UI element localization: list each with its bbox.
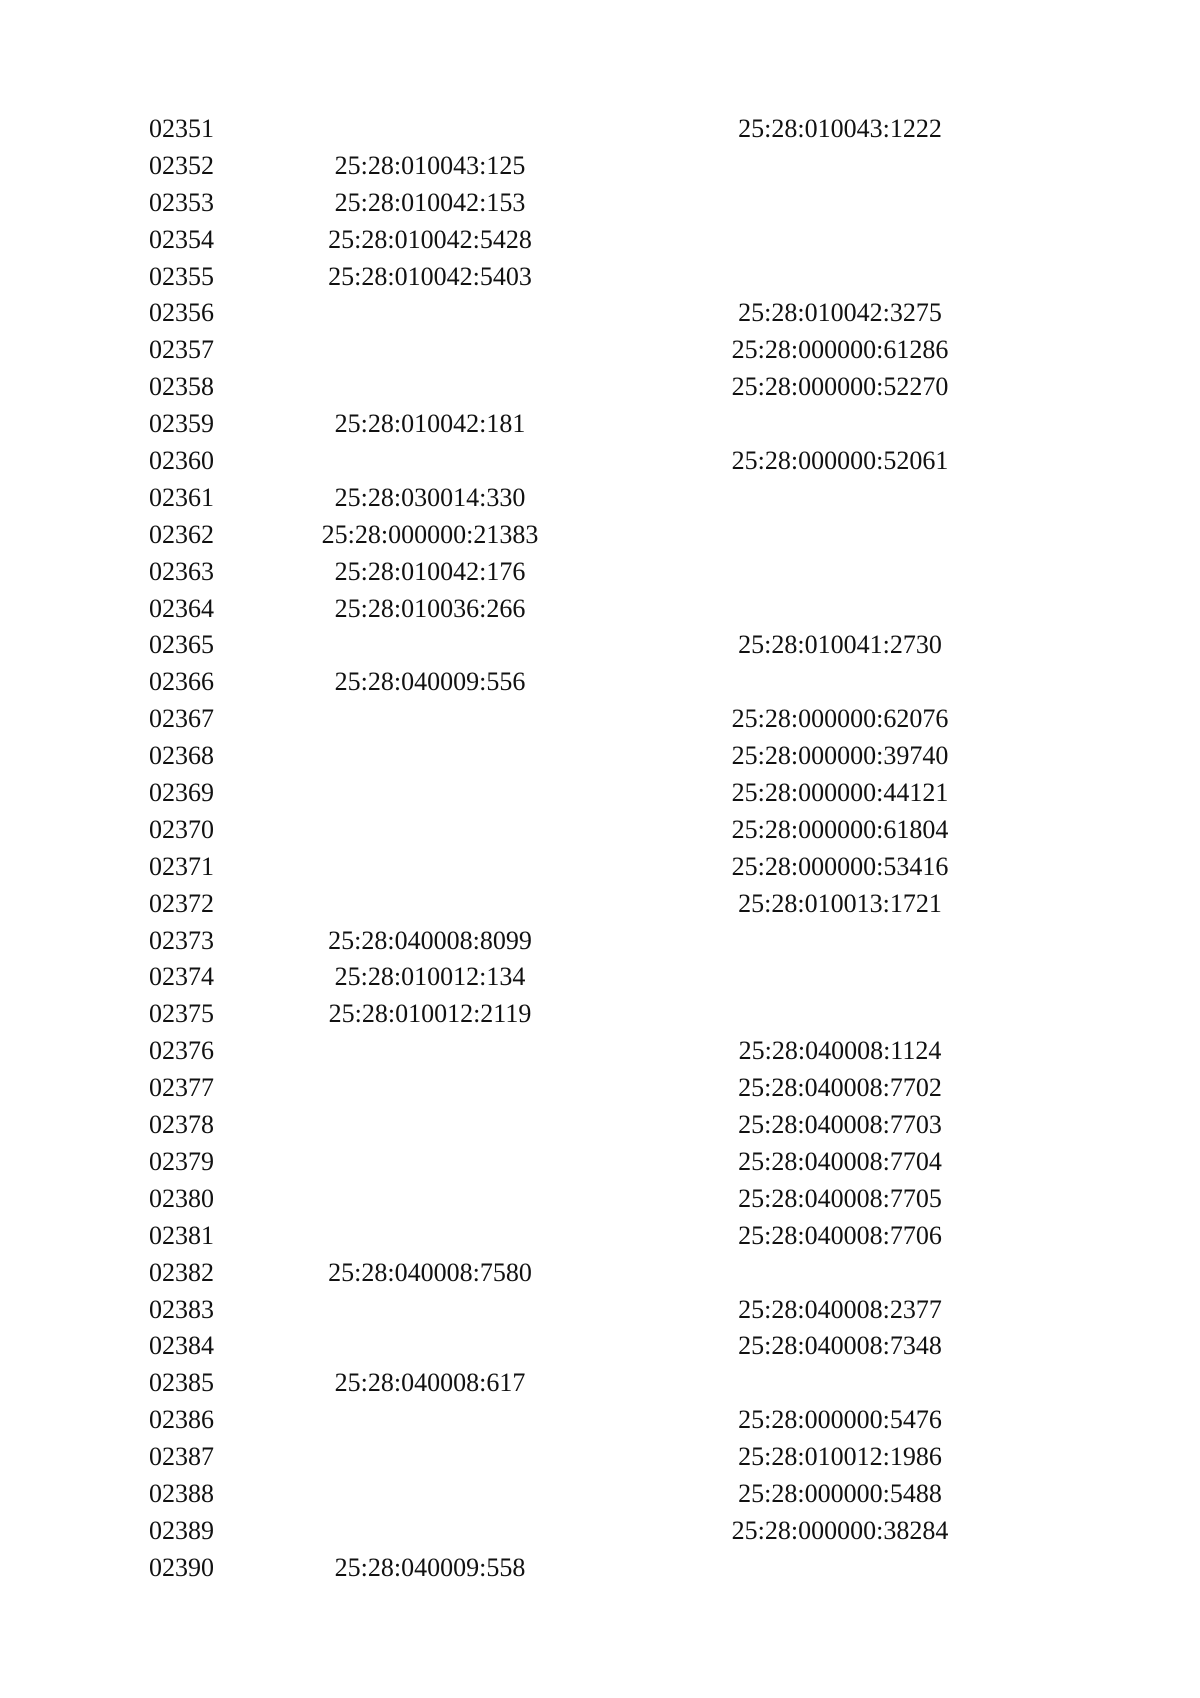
row-number: 02387 bbox=[149, 1442, 214, 1472]
cadastral-number-col1: 25:28:010042:181 bbox=[334, 409, 526, 439]
cadastral-number-col2: 25:28:000000:61804 bbox=[731, 814, 949, 844]
row-number: 02358 bbox=[149, 372, 214, 402]
row-number: 02359 bbox=[149, 409, 214, 439]
row-number: 02371 bbox=[149, 851, 214, 881]
cadastral-number-col1: 25:28:040009:558 bbox=[334, 1552, 526, 1582]
cadastral-number-col1: 25:28:010042:5403 bbox=[328, 261, 532, 291]
cadastral-number-col1: 25:28:010036:266 bbox=[334, 593, 526, 623]
cadastral-number-col2: 25:28:000000:5488 bbox=[738, 1478, 942, 1508]
table-row bbox=[0, 517, 1200, 554]
row-number: 02365 bbox=[149, 630, 214, 660]
cadastral-number-col2: 25:28:040008:7348 bbox=[738, 1331, 942, 1361]
cadastral-number-col2: 25:28:010012:1986 bbox=[738, 1442, 942, 1472]
table-row bbox=[0, 849, 1200, 886]
row-number: 02363 bbox=[149, 556, 214, 586]
row-number: 02366 bbox=[149, 667, 214, 697]
row-number: 02364 bbox=[149, 593, 214, 623]
cadastral-number-col1: 25:28:010012:134 bbox=[334, 962, 526, 992]
table-row bbox=[0, 1070, 1200, 1107]
cadastral-number-col1: 25:28:040008:617 bbox=[334, 1368, 526, 1398]
row-number: 02383 bbox=[149, 1294, 214, 1324]
row-number: 02388 bbox=[149, 1478, 214, 1508]
cadastral-number-col1: 25:28:010042:153 bbox=[334, 187, 526, 217]
row-number: 02385 bbox=[149, 1368, 214, 1398]
cadastral-number-col2: 25:28:040008:7703 bbox=[738, 1110, 942, 1140]
table-row bbox=[0, 959, 1200, 996]
cadastral-number-col2: 25:28:000000:61286 bbox=[731, 335, 949, 365]
cadastral-number-col2: 25:28:010041:2730 bbox=[738, 630, 942, 660]
row-number: 02351 bbox=[149, 114, 214, 143]
cadastral-number-col2: 25:28:000000:52061 bbox=[731, 446, 949, 476]
table-row bbox=[0, 812, 1200, 849]
cadastral-number-col2: 25:28:040008:7705 bbox=[738, 1183, 942, 1213]
table-row bbox=[0, 480, 1200, 517]
cadastral-number-col1: 25:28:010043:125 bbox=[334, 150, 526, 180]
row-number: 02370 bbox=[149, 814, 214, 844]
row-number: 02390 bbox=[149, 1552, 214, 1582]
cadastral-number-col1: 25:28:010012:2119 bbox=[328, 999, 532, 1029]
table-row bbox=[0, 148, 1200, 185]
table-row bbox=[0, 1550, 1200, 1587]
row-number: 02357 bbox=[149, 335, 214, 365]
cadastral-number-col2: 25:28:040008:2377 bbox=[738, 1294, 942, 1324]
table-row bbox=[0, 1402, 1200, 1439]
table-row bbox=[0, 664, 1200, 701]
table-row bbox=[0, 923, 1200, 960]
table-row bbox=[0, 1439, 1200, 1476]
cadastral-number-col2: 25:28:000000:62076 bbox=[731, 704, 949, 734]
cadastral-number-col2: 25:28:010013:1721 bbox=[738, 888, 942, 918]
cadastral-number-col2: 25:28:040008:1124 bbox=[738, 1036, 942, 1066]
row-number: 02367 bbox=[149, 704, 214, 734]
row-number: 02354 bbox=[149, 224, 214, 254]
row-number: 02355 bbox=[149, 261, 214, 291]
table-row bbox=[0, 1476, 1200, 1513]
cadastral-number-col2: 25:28:010042:3275 bbox=[738, 298, 942, 328]
row-number: 02384 bbox=[149, 1331, 214, 1361]
row-number: 02381 bbox=[149, 1220, 214, 1250]
table-row bbox=[0, 1513, 1200, 1550]
cadastral-number-col1: 25:28:010042:176 bbox=[334, 556, 526, 586]
cadastral-number-col2: 25:28:000000:39740 bbox=[731, 741, 949, 771]
table-row bbox=[0, 775, 1200, 812]
table-row bbox=[0, 332, 1200, 369]
row-number: 02378 bbox=[149, 1110, 214, 1140]
table-row bbox=[0, 111, 1200, 148]
table-row bbox=[0, 406, 1200, 443]
cadastral-number-col2: 25:28:000000:38284 bbox=[731, 1515, 949, 1545]
table-row bbox=[0, 259, 1200, 296]
row-number: 02361 bbox=[149, 482, 214, 512]
cadastral-number-col1: 25:28:010042:5428 bbox=[328, 224, 532, 254]
cadastral-number-col1: 25:28:040009:556 bbox=[334, 667, 526, 697]
cadastral-number-col1: 25:28:000000:21383 bbox=[321, 519, 539, 549]
row-number: 02356 bbox=[149, 298, 214, 328]
row-number: 02373 bbox=[149, 925, 214, 955]
row-number: 02360 bbox=[149, 446, 214, 476]
cadastral-number-col1: 25:28:030014:330 bbox=[334, 482, 526, 512]
row-number: 02380 bbox=[149, 1183, 214, 1213]
cadastral-number-col1: 25:28:040008:7580 bbox=[328, 1257, 532, 1287]
cadastral-number-col2: 25:28:040008:7704 bbox=[738, 1146, 942, 1176]
table-row bbox=[0, 591, 1200, 628]
row-number: 02362 bbox=[149, 519, 214, 549]
cadastral-number-col1: 25:28:040008:8099 bbox=[328, 925, 532, 955]
cadastral-number-col2: 25:28:000000:52270 bbox=[731, 372, 949, 402]
row-number: 02352 bbox=[149, 150, 214, 180]
table-row bbox=[0, 996, 1200, 1033]
table-row bbox=[0, 185, 1200, 222]
row-number: 02377 bbox=[149, 1073, 214, 1103]
row-number: 02369 bbox=[149, 778, 214, 808]
table-row bbox=[0, 627, 1200, 664]
table-row bbox=[0, 1292, 1200, 1329]
cadastral-number-col2: 25:28:040008:7702 bbox=[738, 1073, 942, 1103]
row-number: 02353 bbox=[149, 187, 214, 217]
table-row bbox=[0, 1107, 1200, 1144]
row-number: 02374 bbox=[149, 962, 214, 992]
record-list bbox=[0, 111, 1200, 1587]
table-row bbox=[0, 554, 1200, 591]
table-row bbox=[0, 1181, 1200, 1218]
table-row bbox=[0, 222, 1200, 259]
table-row bbox=[0, 701, 1200, 738]
cadastral-number-col2: 25:28:000000:53416 bbox=[731, 851, 949, 881]
cadastral-number-col2: 25:28:010043:1222 bbox=[738, 114, 942, 143]
table-row bbox=[0, 1218, 1200, 1255]
row-number: 02376 bbox=[149, 1036, 214, 1066]
row-number: 02386 bbox=[149, 1405, 214, 1435]
table-row bbox=[0, 369, 1200, 406]
cadastral-number-col2: 25:28:000000:5476 bbox=[738, 1405, 942, 1435]
row-number: 02368 bbox=[149, 741, 214, 771]
row-number: 02382 bbox=[149, 1257, 214, 1287]
row-number: 02375 bbox=[149, 999, 214, 1029]
row-number: 02372 bbox=[149, 888, 214, 918]
table-row bbox=[0, 738, 1200, 775]
table-row bbox=[0, 1033, 1200, 1070]
cadastral-number-col2: 25:28:000000:44121 bbox=[731, 778, 949, 808]
table-row bbox=[0, 1144, 1200, 1181]
row-number: 02389 bbox=[149, 1515, 214, 1545]
table-row bbox=[0, 443, 1200, 480]
row-number: 02379 bbox=[149, 1146, 214, 1176]
table-row bbox=[0, 295, 1200, 332]
table-row bbox=[0, 1328, 1200, 1365]
table-row bbox=[0, 1365, 1200, 1402]
table-row bbox=[0, 886, 1200, 923]
cadastral-number-col2: 25:28:040008:7706 bbox=[738, 1220, 942, 1250]
table-row bbox=[0, 1255, 1200, 1292]
